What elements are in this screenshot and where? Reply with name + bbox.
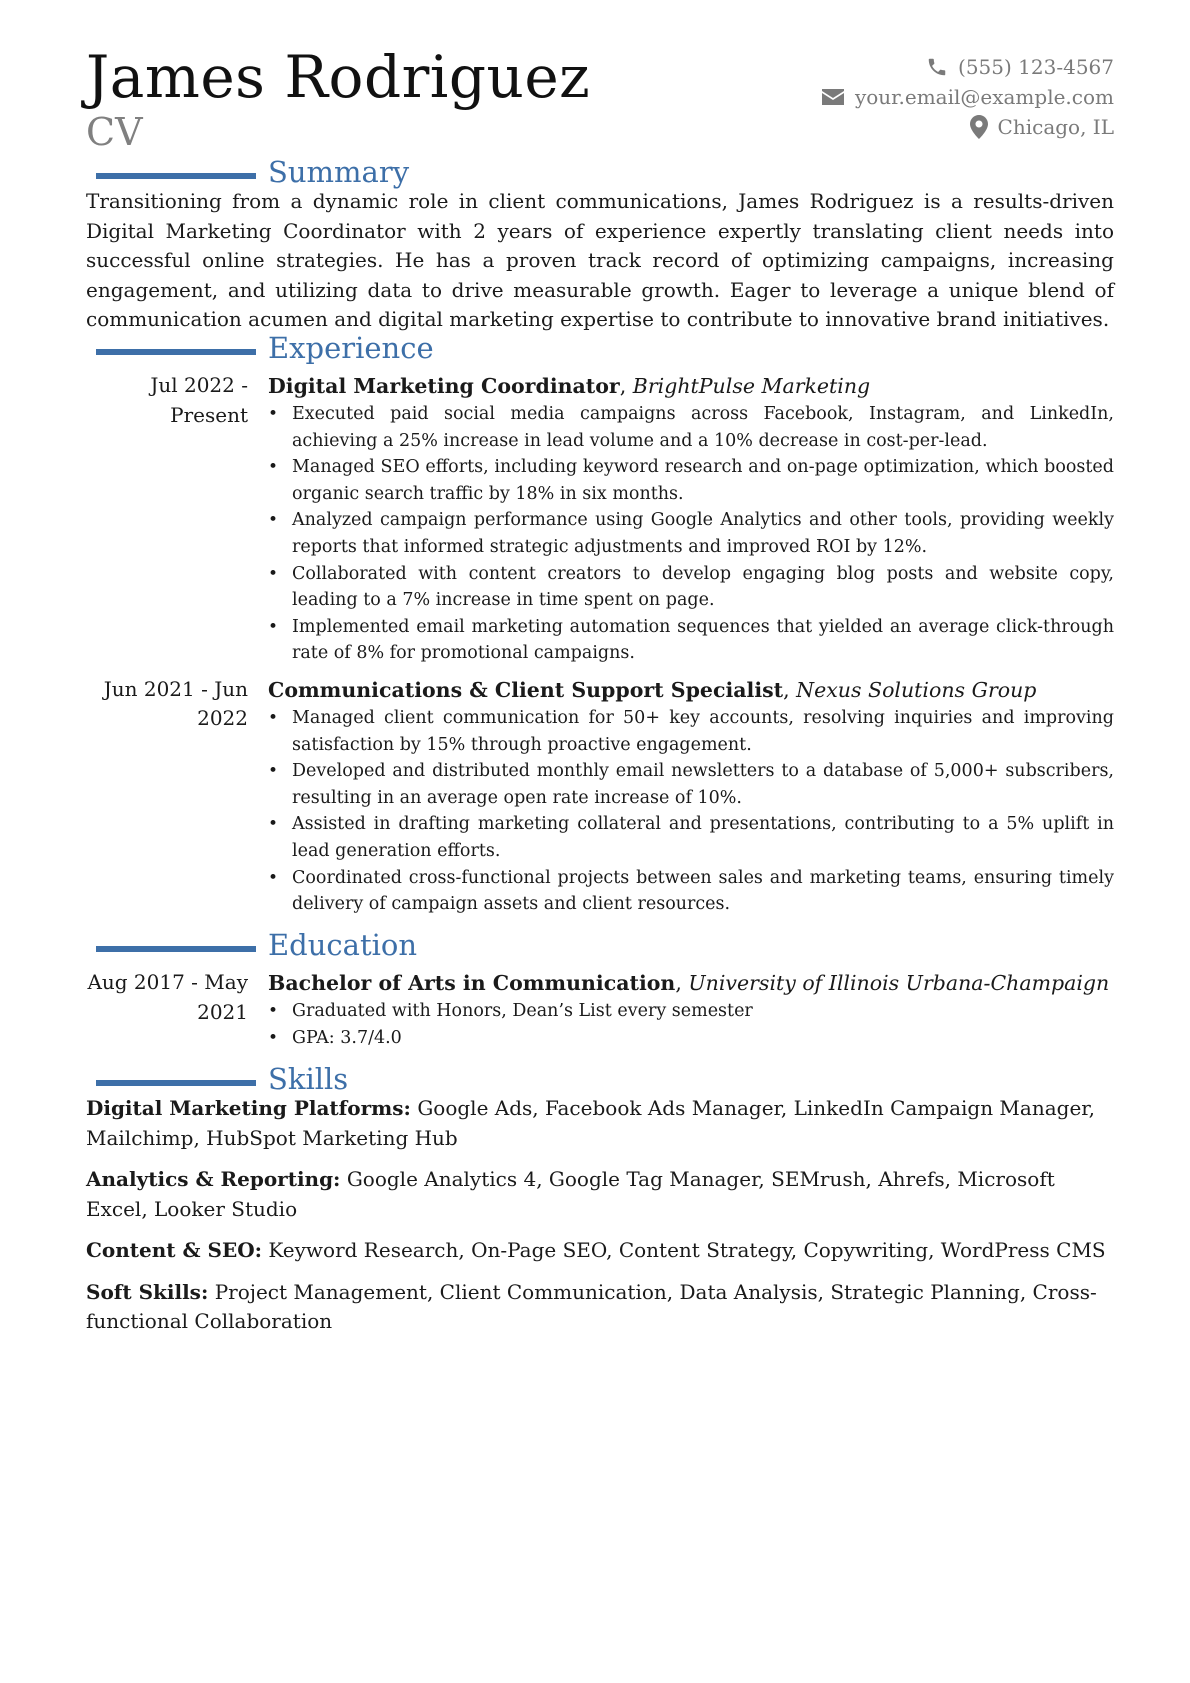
job-company: Nexus Solutions Group <box>796 677 1037 702</box>
skill-label: Analytics & Reporting: <box>86 1167 341 1191</box>
list-item: • Assisted in drafting marketing collateral and presentations, contributing to a 5% uplift in lead generation efforts. <box>292 811 1114 864</box>
skill-values: Keyword Research, On-Page SEO, Content Strategy, Copywriting, WordPress CMS <box>268 1238 1106 1262</box>
list-item: • Implemented email marketing automation sequences that yielded an average click-through rate of 8% for promotional campaigns. <box>292 614 1114 667</box>
contact-info <box>694 52 1114 142</box>
list-item: • GPA: 3.7/4.0 <box>292 1025 1114 1052</box>
summary-heading <box>86 155 1114 189</box>
contact-phone <box>694 52 1114 82</box>
experience-section <box>86 331 1114 918</box>
education-section <box>86 928 1114 1051</box>
job-body <box>268 675 1114 918</box>
skill-label: Content & SEO: <box>86 1238 263 1262</box>
skill-values: Google Analytics 4, Google Tag Manager, SEMrush, Ahrefs, Microsoft Excel, Looker Studio <box>86 1167 1055 1221</box>
skills-list <box>86 1094 1114 1337</box>
job-title-line: Communications & Client Support Specialist, Nexus Solutions Group <box>268 677 1037 702</box>
list-item: • Managed SEO efforts, including keyword research and on-page optimization, which boosted organic search traffic by 18% in six months. <box>292 454 1114 507</box>
section-title: Education <box>268 928 418 962</box>
skill-group <box>86 1278 1114 1337</box>
job-bullets <box>268 401 1114 667</box>
section-accent-bar <box>96 349 256 355</box>
job-company: BrightPulse Marketing <box>632 374 871 398</box>
job-title-line: Digital Marketing Coordinator, BrightPulse Marketing <box>268 374 871 398</box>
document-subtitle: CV <box>86 110 143 154</box>
list-item: • Collaborated with content creators to develop engaging blog posts and website copy, leading to a 7% increase in time spent on page. <box>292 561 1114 614</box>
skill-values: Project Management, Client Communication, Data Analysis, Strategic Planning, Cross-functional Collaboration <box>86 1279 1097 1333</box>
contact-location <box>694 112 1114 142</box>
skill-label: Soft Skills: <box>86 1279 209 1304</box>
list-item: • Analyzed campaign performance using Google Analytics and other tools, providing weekly reports that informed strategic adjustments and improved ROI by 12%. <box>292 507 1114 560</box>
location-text: Chicago, IL <box>997 115 1114 139</box>
skill-group <box>86 1165 1114 1224</box>
section-accent-bar <box>96 946 256 952</box>
contact-email <box>694 82 1114 112</box>
list-item: • Developed and distributed monthly email newsletters to a database of 5,000+ subscribers, resulting in an average open rate increase of 10%. <box>292 758 1114 811</box>
phone-number: (555) 123-4567 <box>958 55 1114 79</box>
section-title: Summary <box>268 155 410 189</box>
skill-group <box>86 1094 1114 1153</box>
list-item: • Coordinated cross-functional projects between sales and marketing teams, ensuring timely delivery of campaign assets and client resources. <box>292 865 1114 918</box>
school: University of Illinois Urbana-Champaign <box>688 971 1110 995</box>
skills-section <box>86 1062 1114 1349</box>
education-heading <box>86 928 1114 962</box>
skill-group <box>86 1236 1114 1266</box>
degree: Bachelor of Arts in Communication <box>268 971 676 995</box>
summary-text: Transitioning from a dynamic role in client communications, James Rodriguez is a results-driven Digital Marketing Coordinator with 2 years of experience expertly translating client needs into successful online strategies. He has a proven track record of optimizing campaigns, increasing engagement, and utilizing data to drive measurable growth. Eager to leverage a unique blend of communication acumen and digital marketing expertise to contribute to innovative brand initiatives. <box>86 189 1114 331</box>
job-body <box>268 371 1114 667</box>
job-date: Jul 2022 - Present <box>150 373 248 427</box>
education-body <box>268 968 1114 1051</box>
job-role: Communications & Client Support Specialist <box>268 677 784 702</box>
list-item: • Executed paid social media campaigns across Facebook, Instagram, and LinkedIn, achieving a 25% increase in lead volume and a 10% decrease in cost-per-lead. <box>292 401 1114 454</box>
education-date: Aug 2017 - May 2021 <box>87 970 248 1024</box>
job-entry <box>86 371 1114 667</box>
list-item: • Managed client communication for 50+ key accounts, resolving inquiries and improving satisfaction by 15% through proactive engagement. <box>292 705 1114 758</box>
candidate-name: James Rodriguez <box>86 43 591 111</box>
skill-label: Digital Marketing Platforms: <box>86 1096 411 1120</box>
map-marker-icon <box>970 115 988 139</box>
email-address[interactable]: your.email@example.com <box>854 85 1114 109</box>
job-role: Digital Marketing Coordinator <box>268 374 620 398</box>
summary-section <box>86 155 1114 335</box>
phone-icon <box>926 56 948 78</box>
section-accent-bar <box>96 173 256 179</box>
section-title: Experience <box>268 331 434 365</box>
job-bullets <box>268 705 1114 918</box>
job-entry <box>86 675 1114 918</box>
job-date: Jun 2021 - Jun 2022 <box>103 676 248 731</box>
education-entry <box>86 968 1114 1051</box>
experience-heading <box>86 331 1114 365</box>
section-title: Skills <box>268 1062 349 1096</box>
education-title-line: Bachelor of Arts in Communication, University of Illinois Urbana-Champaign <box>268 971 1110 995</box>
list-item: • Graduated with Honors, Dean’s List every semester <box>292 998 1114 1025</box>
skill-values: Google Ads, Facebook Ads Manager, LinkedIn Campaign Manager, Mailchimp, HubSpot Marketing Hub <box>86 1096 1095 1150</box>
envelope-icon <box>821 88 845 106</box>
education-bullets <box>268 998 1114 1051</box>
skills-heading <box>86 1062 1114 1096</box>
section-accent-bar <box>96 1080 256 1086</box>
